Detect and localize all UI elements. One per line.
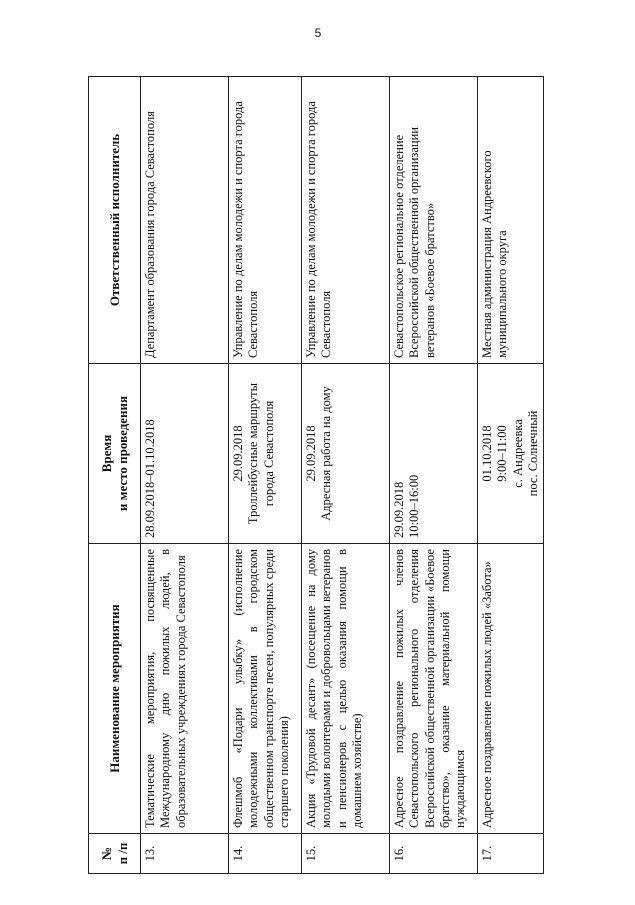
header-num-line1: №: [98, 846, 114, 861]
row-number: 13.: [141, 834, 229, 874]
table-row: [478, 77, 544, 874]
event-responsible: Управление по делам молодежи и спорта города Севастополя: [302, 77, 390, 364]
header-num: [89, 834, 141, 874]
header-responsible: Ответственный исполнитель: [89, 77, 141, 364]
event-place-line: Адресная работа на дому: [319, 386, 334, 521]
header-name: Наименование мероприятия: [89, 544, 141, 834]
event-responsible: Севастопольское региональное отделение Всероссийской общественной организации ветеранов «Боевое братство»: [390, 77, 478, 364]
event-time-place: [302, 364, 390, 544]
event-time-place: [141, 364, 229, 544]
event-time-place: [390, 364, 478, 544]
table-header-row: [89, 77, 141, 874]
event-name: Адресное поздравление пожилых членов Севастопольского регионального отделения Всероссийской общественной организации «Боевое братство», оказание материальной помощи нуждающимся: [390, 544, 478, 834]
event-place-line: с. Андреевка: [510, 419, 525, 488]
event-hours-line: 9:00–11:00: [495, 425, 510, 482]
event-time-line: 29.09.2018: [392, 481, 406, 538]
header-time-line1: Время: [98, 434, 114, 473]
event-responsible: Управление по делам молодежи и спорта города Севастополя: [229, 77, 302, 364]
header-time: [89, 364, 141, 544]
row-number: 14.: [229, 834, 302, 874]
event-name: Адресное поздравление пожилых людей «Забота»: [478, 544, 544, 834]
table-row: [141, 77, 229, 874]
event-name: Тематические мероприятия, посвященные Международному дню пожилых людей, в образовательных учреждениях города Севастополя: [141, 544, 229, 834]
table-row: [229, 77, 302, 874]
row-number: 17.: [478, 834, 544, 874]
row-number: 15.: [302, 834, 390, 874]
page-number: 5: [314, 26, 322, 40]
event-time-line: 01.10.2018: [480, 425, 494, 482]
event-place-line: пос. Солнечный: [525, 410, 540, 497]
event-time-line: 29.09.2018: [231, 425, 245, 482]
event-place-line: Троллейбусные маршруты города Севастополя: [246, 382, 276, 525]
row-number: 16.: [390, 834, 478, 874]
event-responsible: Департамент образования города Севастополя: [141, 77, 229, 364]
event-time-line: 28.09.2018–01.10.2018: [143, 419, 157, 538]
event-name: Флешмоб «Подари улыбку» (исполнение молодежными коллективами в городском общественном транспорте песен, популярных среди старшего поколения): [229, 544, 302, 834]
table-row: [390, 77, 478, 874]
event-hours-line: 10:00–16:00: [407, 474, 422, 538]
table-row: [302, 77, 390, 874]
event-time-place: [478, 364, 544, 544]
event-name: Акция «Трудовой десант» (посещение на дому молодыми волонтерами и добровольцами ветеранов и пенсионеров с целью оказания помощи в домашнем хозяйстве): [302, 544, 390, 834]
events-table: [88, 76, 544, 874]
event-time-place: [229, 364, 302, 544]
header-num-line2: п /п: [114, 842, 130, 865]
rotated-table-container: [88, 77, 539, 874]
header-time-line2: и место проведения: [114, 395, 130, 512]
event-time-line: 29.09.2018: [304, 425, 318, 482]
event-responsible: Местная администрация Андреевского муниципального округа: [478, 77, 544, 364]
